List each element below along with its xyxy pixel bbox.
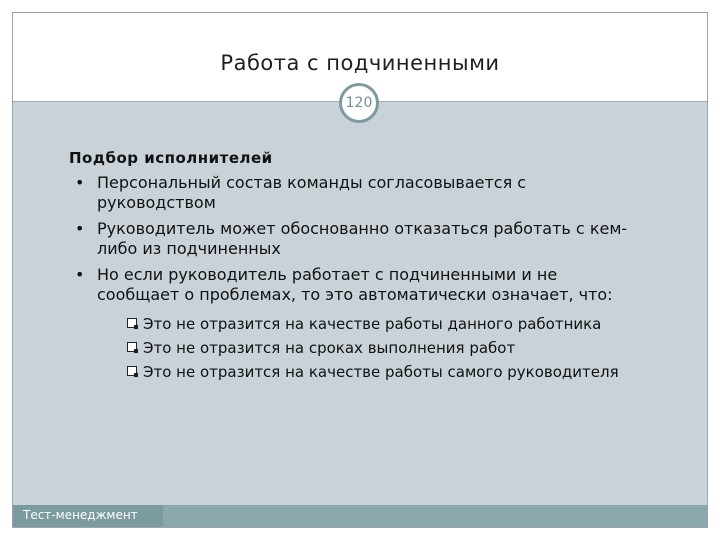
bullet-text: Персональный состав команды согласовывается с руководством [97, 173, 527, 212]
slide-title: Работа с подчиненными [220, 51, 500, 75]
bullet-list [69, 173, 669, 383]
checkbox-icon [127, 366, 137, 376]
bullet-dot-icon: • [75, 173, 85, 192]
footer-bar [13, 505, 707, 527]
page-number-badge: 120 [339, 83, 379, 123]
bullet-item [69, 219, 637, 259]
bullet-item [69, 173, 637, 213]
subbullet-text: Это не отразится на качестве работы данного работника [143, 315, 602, 333]
subbullet-item [127, 337, 637, 359]
subbullet-item [127, 313, 637, 335]
checkbox-icon [127, 342, 137, 352]
footer-text: Тест-менеджмент [23, 508, 138, 522]
section-heading: Подбор исполнителей [69, 149, 273, 167]
bullet-text: Но если руководитель работает с подчиненными и не сообщает о проблемах, то это автоматически означает, что: [97, 265, 613, 304]
slide [12, 12, 708, 528]
subbullet-item [127, 361, 637, 383]
bullet-dot-icon: • [75, 265, 85, 284]
subbullet-text: Это не отразится на качестве работы самого руководителя [143, 363, 619, 381]
bullet-text: Руководитель может обоснованно отказаться работать с кем-либо из подчиненных [97, 219, 628, 258]
bullet-dot-icon: • [75, 219, 85, 238]
subbullet-list [127, 313, 637, 383]
footer-label-area [13, 505, 163, 527]
checkbox-icon [127, 318, 137, 328]
bullet-item [69, 265, 637, 383]
subbullet-text: Это не отразится на сроках выполнения работ [143, 339, 516, 357]
slide-content [69, 149, 669, 389]
